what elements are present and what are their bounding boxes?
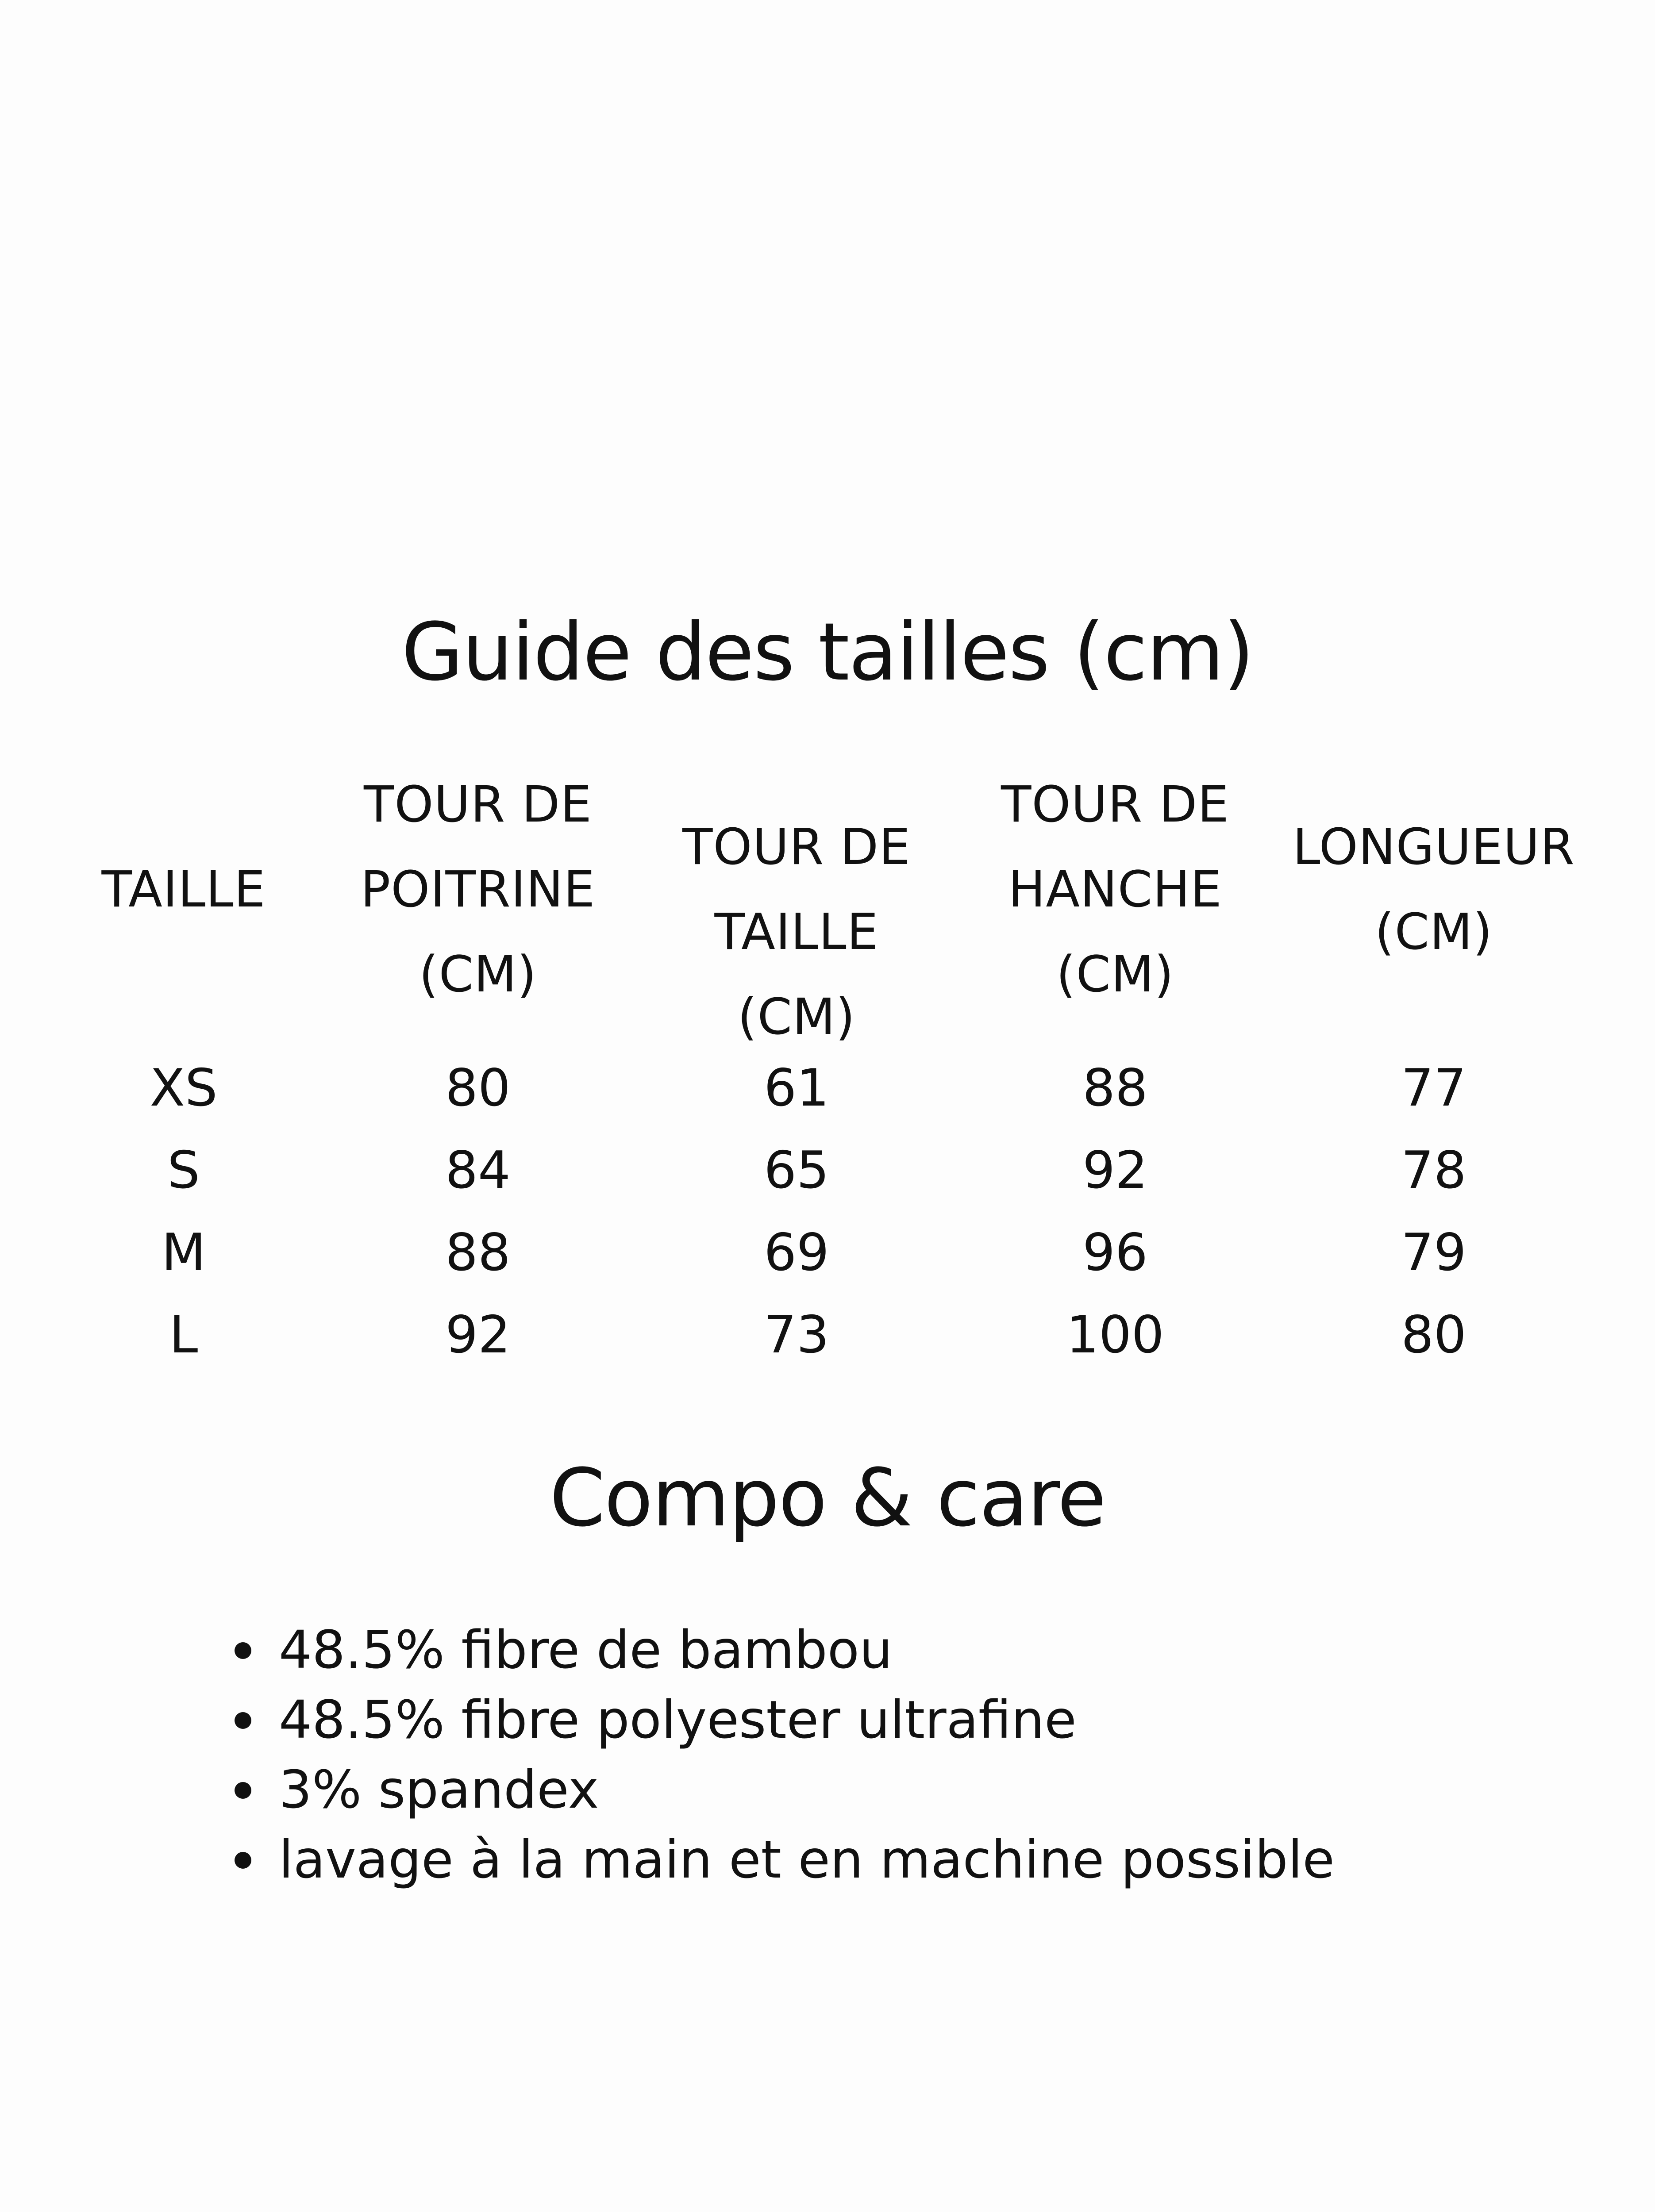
header-tour-de-hanche: TOUR DE HANCHE (CM) bbox=[1001, 776, 1229, 1003]
table-cell: 100 bbox=[1066, 1305, 1164, 1365]
list-item bbox=[230, 1824, 1335, 1894]
table-cell: S bbox=[167, 1141, 200, 1200]
bullet-icon bbox=[235, 1712, 251, 1729]
table-cell: 65 bbox=[764, 1141, 829, 1200]
table-cell: 79 bbox=[1401, 1223, 1466, 1283]
bullet-icon bbox=[235, 1782, 251, 1799]
table-cell: 84 bbox=[445, 1141, 511, 1200]
table-cell: 88 bbox=[1082, 1058, 1148, 1118]
table-cell: 80 bbox=[445, 1058, 511, 1118]
list-item bbox=[230, 1685, 1335, 1755]
list-item bbox=[230, 1615, 1335, 1685]
table-cell: M bbox=[161, 1223, 206, 1283]
table-cell: 92 bbox=[1082, 1141, 1148, 1200]
care-item-text: 48.5% fibre de bambou bbox=[279, 1619, 893, 1680]
care-list bbox=[230, 1615, 1335, 1894]
table-cell: 80 bbox=[1401, 1305, 1466, 1365]
list-item bbox=[230, 1755, 1335, 1824]
table-cell: L bbox=[169, 1305, 198, 1365]
header-longueur: LONGUEUR (CM) bbox=[1293, 818, 1575, 961]
header-taille: TAILLE bbox=[101, 861, 266, 918]
care-title: Compo & care bbox=[549, 1452, 1106, 1544]
table-cell: 96 bbox=[1082, 1223, 1148, 1283]
table-cell: XS bbox=[150, 1058, 218, 1118]
table-cell: 61 bbox=[764, 1058, 829, 1118]
care-item-text: lavage à la main et en machine possible bbox=[279, 1829, 1335, 1890]
table-cell: 73 bbox=[764, 1305, 829, 1365]
care-item-text: 48.5% fibre polyester ultrafine bbox=[279, 1689, 1077, 1750]
table-cell: 78 bbox=[1401, 1141, 1466, 1200]
size-guide-title: Guide des tailles (cm) bbox=[401, 606, 1254, 699]
care-item-text: 3% spandex bbox=[279, 1759, 599, 1820]
table-cell: 69 bbox=[764, 1223, 829, 1283]
table-cell: 77 bbox=[1401, 1058, 1466, 1118]
table-cell: 88 bbox=[445, 1223, 511, 1283]
header-tour-de-poitrine: TOUR DE POITRINE (CM) bbox=[360, 776, 596, 1003]
header-tour-de-taille: TOUR DE TAILLE (CM) bbox=[682, 818, 911, 1046]
table-cell: 92 bbox=[445, 1305, 511, 1365]
bullet-icon bbox=[235, 1852, 251, 1869]
bullet-icon bbox=[235, 1642, 251, 1659]
